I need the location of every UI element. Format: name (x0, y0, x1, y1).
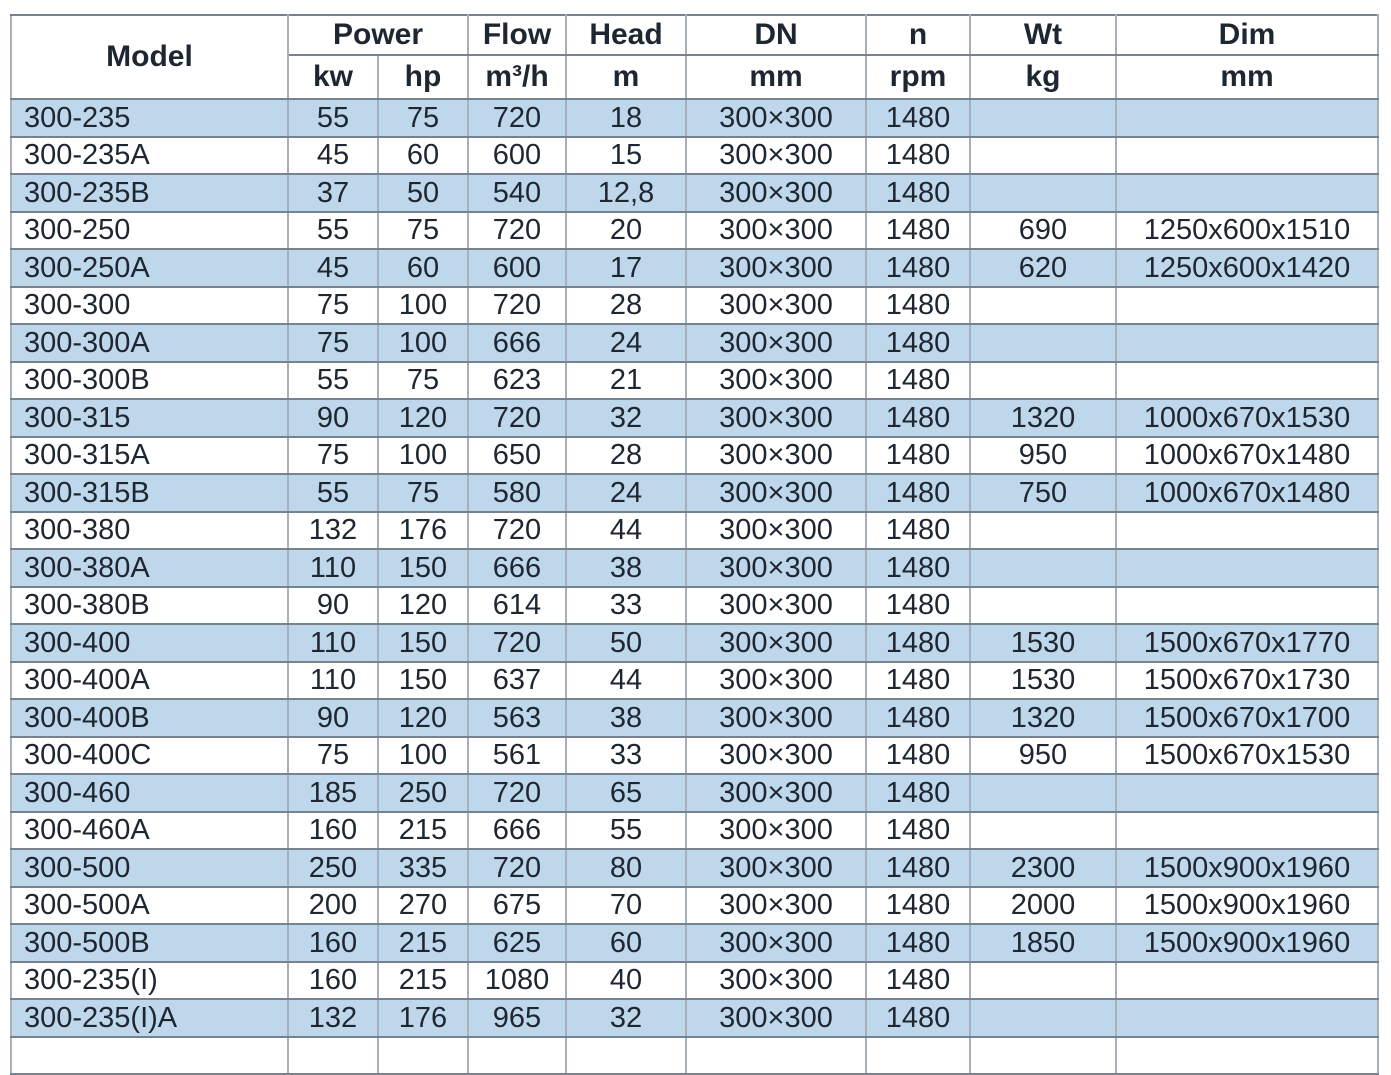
cell-model: 300-400A (11, 662, 288, 700)
cell-dn: 300×300 (686, 512, 866, 550)
cell-hp: 100 (378, 437, 468, 475)
cell-dn (686, 1037, 866, 1075)
cell-dn: 300×300 (686, 774, 866, 812)
cell-wt: 1320 (970, 699, 1116, 737)
cell-dn: 300×300 (686, 174, 866, 212)
cell-head: 80 (566, 849, 686, 887)
cell-dim (1116, 174, 1378, 212)
table-row (11, 437, 1378, 475)
cell-head: 38 (566, 549, 686, 587)
col-header-power: Power (288, 15, 468, 55)
cell-dim (1116, 774, 1378, 812)
cell-model: 300-300 (11, 287, 288, 325)
cell-kw: 132 (288, 999, 378, 1037)
cell-hp: 150 (378, 549, 468, 587)
cell-model: 300-300B (11, 362, 288, 400)
cell-rpm: 1480 (866, 962, 970, 1000)
cell-head: 28 (566, 287, 686, 325)
cell-rpm: 1480 (866, 587, 970, 625)
unit-n: rpm (866, 55, 970, 99)
cell-flow: 666 (468, 812, 566, 850)
table-row (11, 99, 1378, 137)
unit-head: m (566, 55, 686, 99)
cell-dim (1116, 137, 1378, 175)
cell-head: 33 (566, 587, 686, 625)
cell-hp: 120 (378, 399, 468, 437)
cell-head (566, 1037, 686, 1075)
cell-hp: 50 (378, 174, 468, 212)
cell-flow: 623 (468, 362, 566, 400)
table-row (11, 999, 1378, 1037)
cell-dim (1116, 587, 1378, 625)
cell-rpm: 1480 (866, 812, 970, 850)
cell-wt: 1530 (970, 624, 1116, 662)
cell-head: 55 (566, 812, 686, 850)
cell-flow: 720 (468, 99, 566, 137)
col-header-n: n (866, 15, 970, 55)
cell-dn: 300×300 (686, 962, 866, 1000)
cell-flow: 666 (468, 549, 566, 587)
cell-flow: 720 (468, 212, 566, 250)
cell-wt: 2300 (970, 849, 1116, 887)
cell-kw: 55 (288, 99, 378, 137)
table-row (11, 249, 1378, 287)
cell-dim: 1500x900x1960 (1116, 849, 1378, 887)
cell-wt: 1530 (970, 662, 1116, 700)
cell-kw: 75 (288, 437, 378, 475)
cell-head: 20 (566, 212, 686, 250)
cell-wt (970, 174, 1116, 212)
cell-rpm: 1480 (866, 437, 970, 475)
cell-dim: 1500x670x1700 (1116, 699, 1378, 737)
cell-rpm: 1480 (866, 549, 970, 587)
cell-flow: 650 (468, 437, 566, 475)
cell-flow: 600 (468, 137, 566, 175)
cell-wt (970, 362, 1116, 400)
cell-kw: 45 (288, 249, 378, 287)
cell-hp: 215 (378, 812, 468, 850)
unit-dim: mm (1116, 55, 1378, 99)
cell-kw: 160 (288, 962, 378, 1000)
table-row (11, 399, 1378, 437)
cell-hp: 215 (378, 924, 468, 962)
cell-kw: 250 (288, 849, 378, 887)
table-row (11, 474, 1378, 512)
table-row (11, 174, 1378, 212)
cell-flow: 965 (468, 999, 566, 1037)
cell-wt: 690 (970, 212, 1116, 250)
cell-hp: 335 (378, 849, 468, 887)
cell-kw: 55 (288, 362, 378, 400)
cell-model: 300-235B (11, 174, 288, 212)
cell-flow: 720 (468, 774, 566, 812)
table-row (11, 737, 1378, 775)
unit-flow: m³/h (468, 55, 566, 99)
col-header-head: Head (566, 15, 686, 55)
cell-rpm: 1480 (866, 99, 970, 137)
table-row (11, 212, 1378, 250)
cell-kw: 90 (288, 399, 378, 437)
unit-hp: hp (378, 55, 468, 99)
cell-dim (1116, 287, 1378, 325)
cell-rpm: 1480 (866, 924, 970, 962)
cell-rpm: 1480 (866, 249, 970, 287)
cell-kw (288, 1037, 378, 1075)
cell-head: 32 (566, 999, 686, 1037)
cell-head: 24 (566, 324, 686, 362)
cell-head: 40 (566, 962, 686, 1000)
cell-wt (970, 962, 1116, 1000)
cell-flow: 720 (468, 287, 566, 325)
cell-wt (970, 1037, 1116, 1075)
cell-dim (1116, 362, 1378, 400)
cell-hp: 75 (378, 474, 468, 512)
cell-hp: 60 (378, 249, 468, 287)
cell-kw: 110 (288, 624, 378, 662)
cell-head: 44 (566, 662, 686, 700)
table-row (11, 812, 1378, 850)
table-row (11, 512, 1378, 550)
cell-model: 300-500B (11, 924, 288, 962)
cell-dn: 300×300 (686, 924, 866, 962)
cell-wt: 620 (970, 249, 1116, 287)
cell-hp: 100 (378, 324, 468, 362)
cell-flow: 720 (468, 399, 566, 437)
cell-dim: 1000x670x1480 (1116, 437, 1378, 475)
cell-rpm: 1480 (866, 774, 970, 812)
cell-kw: 110 (288, 549, 378, 587)
table-header (11, 15, 1378, 99)
col-header-flow: Flow (468, 15, 566, 55)
cell-rpm: 1480 (866, 324, 970, 362)
cell-dim: 1500x900x1960 (1116, 887, 1378, 925)
cell-flow: 561 (468, 737, 566, 775)
cell-hp: 176 (378, 999, 468, 1037)
cell-model: 300-315B (11, 474, 288, 512)
cell-rpm: 1480 (866, 624, 970, 662)
cell-kw: 45 (288, 137, 378, 175)
cell-flow: 540 (468, 174, 566, 212)
cell-head: 44 (566, 512, 686, 550)
cell-model: 300-250 (11, 212, 288, 250)
cell-hp: 120 (378, 699, 468, 737)
cell-model: 300-500A (11, 887, 288, 925)
col-header-model: Model (11, 15, 288, 99)
cell-rpm: 1480 (866, 699, 970, 737)
cell-wt: 2000 (970, 887, 1116, 925)
cell-kw: 55 (288, 474, 378, 512)
cell-model: 300-315 (11, 399, 288, 437)
cell-dim: 1000x670x1530 (1116, 399, 1378, 437)
cell-model: 300-460 (11, 774, 288, 812)
cell-wt (970, 99, 1116, 137)
cell-model: 300-235(I)A (11, 999, 288, 1037)
cell-dim: 1500x670x1530 (1116, 737, 1378, 775)
cell-rpm: 1480 (866, 512, 970, 550)
cell-hp: 100 (378, 737, 468, 775)
cell-flow: 675 (468, 887, 566, 925)
cell-flow: 720 (468, 849, 566, 887)
cell-head: 12,8 (566, 174, 686, 212)
cell-flow: 666 (468, 324, 566, 362)
cell-wt: 1850 (970, 924, 1116, 962)
cell-hp: 150 (378, 624, 468, 662)
cell-dim (1116, 549, 1378, 587)
cell-hp: 150 (378, 662, 468, 700)
cell-hp (378, 1037, 468, 1075)
cell-dim: 1500x670x1770 (1116, 624, 1378, 662)
cell-rpm: 1480 (866, 474, 970, 512)
cell-flow: 720 (468, 624, 566, 662)
cell-model: 300-380A (11, 549, 288, 587)
cell-kw: 90 (288, 699, 378, 737)
cell-model: 300-235 (11, 99, 288, 137)
cell-kw: 90 (288, 587, 378, 625)
table-row (11, 324, 1378, 362)
cell-rpm: 1480 (866, 212, 970, 250)
cell-dn: 300×300 (686, 474, 866, 512)
cell-dn: 300×300 (686, 99, 866, 137)
cell-rpm: 1480 (866, 174, 970, 212)
cell-flow: 625 (468, 924, 566, 962)
cell-dim: 1500x900x1960 (1116, 924, 1378, 962)
cell-flow: 614 (468, 587, 566, 625)
cell-dn: 300×300 (686, 737, 866, 775)
cell-head: 38 (566, 699, 686, 737)
cell-dn: 300×300 (686, 287, 866, 325)
cell-kw: 160 (288, 924, 378, 962)
cell-dn: 300×300 (686, 212, 866, 250)
cell-dim (1116, 99, 1378, 137)
cell-model: 300-460A (11, 812, 288, 850)
cell-kw: 110 (288, 662, 378, 700)
cell-kw: 75 (288, 737, 378, 775)
cell-kw: 132 (288, 512, 378, 550)
cell-hp: 120 (378, 587, 468, 625)
cell-dn: 300×300 (686, 399, 866, 437)
cell-model: 300-380 (11, 512, 288, 550)
cell-dn: 300×300 (686, 849, 866, 887)
cell-kw: 55 (288, 212, 378, 250)
cell-dn: 300×300 (686, 699, 866, 737)
cell-rpm: 1480 (866, 849, 970, 887)
cell-dim (1116, 1037, 1378, 1075)
cell-dn: 300×300 (686, 662, 866, 700)
cell-hp: 100 (378, 287, 468, 325)
table-row (11, 962, 1378, 1000)
table-body (11, 99, 1378, 1074)
cell-model: 300-300A (11, 324, 288, 362)
cell-dim: 1250x600x1420 (1116, 249, 1378, 287)
cell-hp: 250 (378, 774, 468, 812)
cell-dn: 300×300 (686, 249, 866, 287)
cell-head: 18 (566, 99, 686, 137)
cell-wt (970, 287, 1116, 325)
unit-wt: kg (970, 55, 1116, 99)
table-row (11, 587, 1378, 625)
table-row (11, 887, 1378, 925)
cell-wt: 1320 (970, 399, 1116, 437)
cell-dim: 1500x670x1730 (1116, 662, 1378, 700)
cell-head: 17 (566, 249, 686, 287)
cell-hp: 75 (378, 362, 468, 400)
cell-wt (970, 812, 1116, 850)
cell-dim (1116, 962, 1378, 1000)
cell-head: 15 (566, 137, 686, 175)
table-row (11, 137, 1378, 175)
table-row (11, 774, 1378, 812)
cell-dn: 300×300 (686, 999, 866, 1037)
cell-hp: 75 (378, 99, 468, 137)
cell-flow: 720 (468, 512, 566, 550)
cell-model: 300-250A (11, 249, 288, 287)
cell-model: 300-400C (11, 737, 288, 775)
cell-rpm: 1480 (866, 287, 970, 325)
cell-flow (468, 1037, 566, 1075)
cell-model: 300-400 (11, 624, 288, 662)
cell-dn: 300×300 (686, 624, 866, 662)
cell-flow: 637 (468, 662, 566, 700)
cell-wt: 750 (970, 474, 1116, 512)
cell-dn: 300×300 (686, 587, 866, 625)
pump-spec-table (10, 14, 1379, 1075)
col-header-dim: Dim (1116, 15, 1378, 55)
cell-hp: 176 (378, 512, 468, 550)
table-row (11, 549, 1378, 587)
cell-wt (970, 999, 1116, 1037)
cell-flow: 600 (468, 249, 566, 287)
cell-dim (1116, 324, 1378, 362)
cell-head: 50 (566, 624, 686, 662)
cell-model: 300-235(I) (11, 962, 288, 1000)
table-row (11, 624, 1378, 662)
col-header-dn: DN (686, 15, 866, 55)
cell-kw: 75 (288, 324, 378, 362)
cell-wt (970, 137, 1116, 175)
cell-model: 300-315A (11, 437, 288, 475)
table-row (11, 924, 1378, 962)
unit-dn: mm (686, 55, 866, 99)
cell-dn: 300×300 (686, 549, 866, 587)
cell-model (11, 1037, 288, 1075)
table-row (11, 1037, 1378, 1075)
cell-head: 70 (566, 887, 686, 925)
cell-dim (1116, 999, 1378, 1037)
cell-hp: 75 (378, 212, 468, 250)
col-header-wt: Wt (970, 15, 1116, 55)
cell-hp: 215 (378, 962, 468, 1000)
cell-head: 33 (566, 737, 686, 775)
cell-dn: 300×300 (686, 437, 866, 475)
cell-rpm: 1480 (866, 999, 970, 1037)
cell-rpm: 1480 (866, 737, 970, 775)
cell-head: 24 (566, 474, 686, 512)
table-row (11, 287, 1378, 325)
cell-dn: 300×300 (686, 137, 866, 175)
cell-dn: 300×300 (686, 887, 866, 925)
cell-flow: 580 (468, 474, 566, 512)
cell-hp: 270 (378, 887, 468, 925)
header-row-labels (11, 15, 1378, 55)
cell-dim (1116, 512, 1378, 550)
cell-kw: 200 (288, 887, 378, 925)
cell-wt (970, 324, 1116, 362)
cell-dim: 1250x600x1510 (1116, 212, 1378, 250)
cell-model: 300-235A (11, 137, 288, 175)
cell-dim: 1000x670x1480 (1116, 474, 1378, 512)
cell-rpm: 1480 (866, 662, 970, 700)
cell-head: 32 (566, 399, 686, 437)
cell-rpm: 1480 (866, 887, 970, 925)
cell-head: 65 (566, 774, 686, 812)
table-row (11, 699, 1378, 737)
cell-kw: 185 (288, 774, 378, 812)
table-row (11, 662, 1378, 700)
cell-kw: 75 (288, 287, 378, 325)
cell-kw: 160 (288, 812, 378, 850)
cell-model: 300-500 (11, 849, 288, 887)
cell-wt (970, 549, 1116, 587)
table-row (11, 849, 1378, 887)
cell-wt (970, 587, 1116, 625)
cell-flow: 563 (468, 699, 566, 737)
cell-rpm: 1480 (866, 137, 970, 175)
cell-head: 21 (566, 362, 686, 400)
cell-dim (1116, 812, 1378, 850)
cell-wt (970, 774, 1116, 812)
cell-wt: 950 (970, 437, 1116, 475)
cell-wt: 950 (970, 737, 1116, 775)
cell-wt (970, 512, 1116, 550)
cell-head: 28 (566, 437, 686, 475)
cell-model: 300-380B (11, 587, 288, 625)
cell-rpm (866, 1037, 970, 1075)
cell-rpm: 1480 (866, 399, 970, 437)
pump-spec-table-container (10, 14, 1379, 1075)
cell-rpm: 1480 (866, 362, 970, 400)
cell-head: 60 (566, 924, 686, 962)
cell-flow: 1080 (468, 962, 566, 1000)
cell-dn: 300×300 (686, 812, 866, 850)
cell-dn: 300×300 (686, 362, 866, 400)
cell-model: 300-400B (11, 699, 288, 737)
cell-hp: 60 (378, 137, 468, 175)
table-row (11, 362, 1378, 400)
cell-dn: 300×300 (686, 324, 866, 362)
cell-kw: 37 (288, 174, 378, 212)
unit-kw: kw (288, 55, 378, 99)
